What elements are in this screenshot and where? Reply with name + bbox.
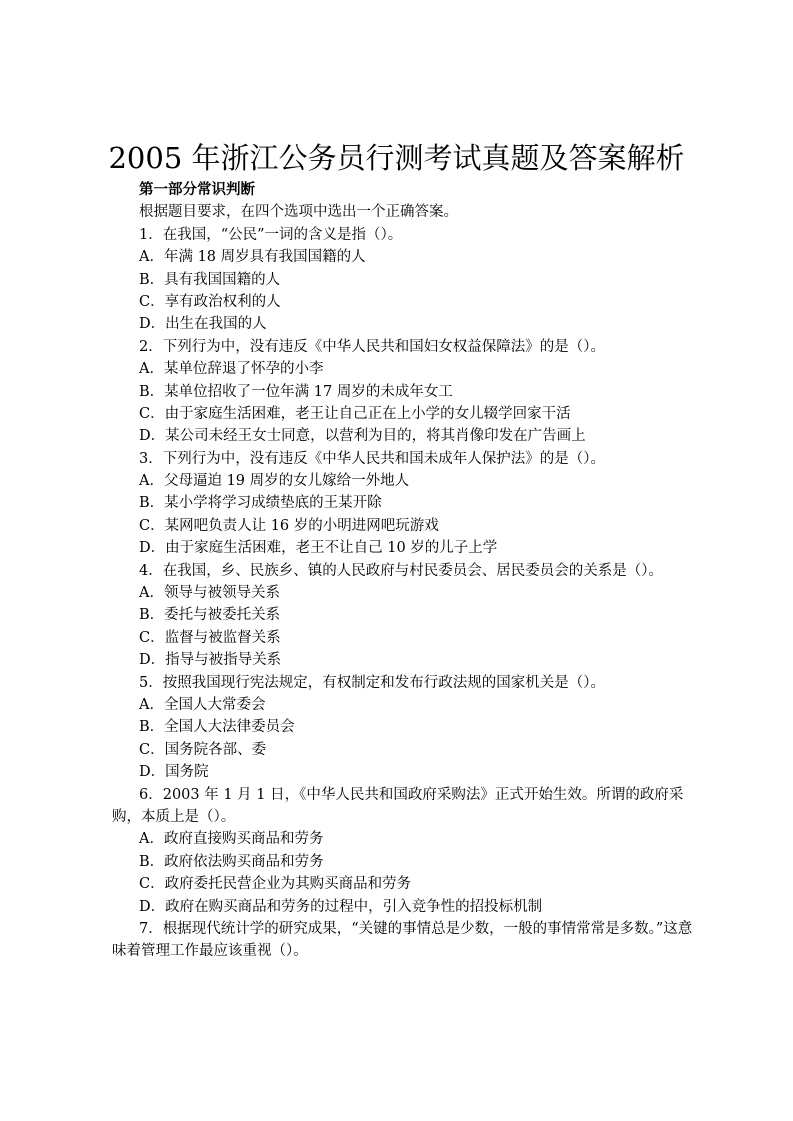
text-line: A．全国人大常委会 xyxy=(139,697,266,713)
text-line: C．监督与被监督关系 xyxy=(139,629,281,646)
instruction-text: 根据题目要求，在四个选项中选出一个正确答案。 xyxy=(139,204,458,221)
text-line: 2．下列行为中，没有违反《中华人民共和国妇女权益保障法》的是（）。 xyxy=(139,338,605,355)
document-body xyxy=(112,179,697,963)
text-line: B．某单位招收了一位年满 17 周岁的未成年女工 xyxy=(139,383,453,400)
text-line: B．委托与被委托关系 xyxy=(139,607,281,624)
text-line: C．由于家庭生活困难，老王让自己正在上小学的女儿辍学回家干活 xyxy=(139,405,571,422)
question-stem: 6．2003 年 1 月 1 日，《中华人民共和国政府采购法》正式开始生效。所谓的政府采购，本质上是（）。 xyxy=(112,786,684,825)
text-line: 5．按照我国现行宪法规定，有权制定和发布行政法规的国家机关是（）。 xyxy=(139,674,605,691)
section-heading: 第一部分常识判断 xyxy=(139,181,255,198)
text-line: D．出生在我国的人 xyxy=(139,316,267,333)
text-line: C．某网吧负责人让 16 岁的小明进网吧玩游戏 xyxy=(139,517,439,534)
text-line: B．某小学将学习成绩垫底的王某开除 xyxy=(139,495,382,512)
text-line: D．某公司未经王女士同意，以营利为目的，将其肖像印发在广告画上 xyxy=(139,428,586,445)
question-stem: 7．根据现代统计学的研究成果，“关键的事情总是少数，一般的事情常常是多数。”这意味着管理工作最应该重视（）。 xyxy=(112,920,693,960)
text-line: A．政府直接购买商品和劳务 xyxy=(139,831,324,848)
text-line: D．指导与被指导关系 xyxy=(139,652,282,669)
text-line: D．国务院 xyxy=(139,764,209,781)
text-line: C．国务院各部、委 xyxy=(139,741,267,758)
text-line: D．由于家庭生活困难，老王不让自己 10 岁的儿子上学 xyxy=(139,540,498,557)
text-line: 3．下列行为中，没有违反《中华人民共和国未成年人保护法》的是（）。 xyxy=(139,450,605,467)
text-line: B．政府依法购买商品和劳务 xyxy=(139,853,324,870)
question-stem: 4．在我国，乡、民族乡、镇的人民政府与村民委员会、居民委员会的关系是（）。 xyxy=(139,562,663,579)
text-line: C．政府委托民营企业为其购买商品和劳务 xyxy=(139,876,412,893)
text-line: A．某单位辞退了怀孕的小李 xyxy=(139,361,324,378)
text-line: A．年满 18 周岁具有我国国籍的人 xyxy=(139,249,366,266)
text-line: 1．在我国，“公民”一词的含义是指（）。 xyxy=(139,226,403,243)
text-line: B．全国人大法律委员会 xyxy=(139,719,295,736)
text-line: D．政府在购买商品和劳务的过程中，引入竞争性的招投标机制 xyxy=(139,898,543,915)
text-line: C．享有政治权利的人 xyxy=(139,293,281,310)
document-title: 2005 年浙江公务员行测考试真题及答案解析 xyxy=(108,141,685,175)
text-line: A．父母逼迫 19 周岁的女儿嫁给一外地人 xyxy=(139,473,410,490)
text-line: B．具有我国国籍的人 xyxy=(139,271,281,288)
text-line: A．领导与被领导关系 xyxy=(139,585,280,602)
